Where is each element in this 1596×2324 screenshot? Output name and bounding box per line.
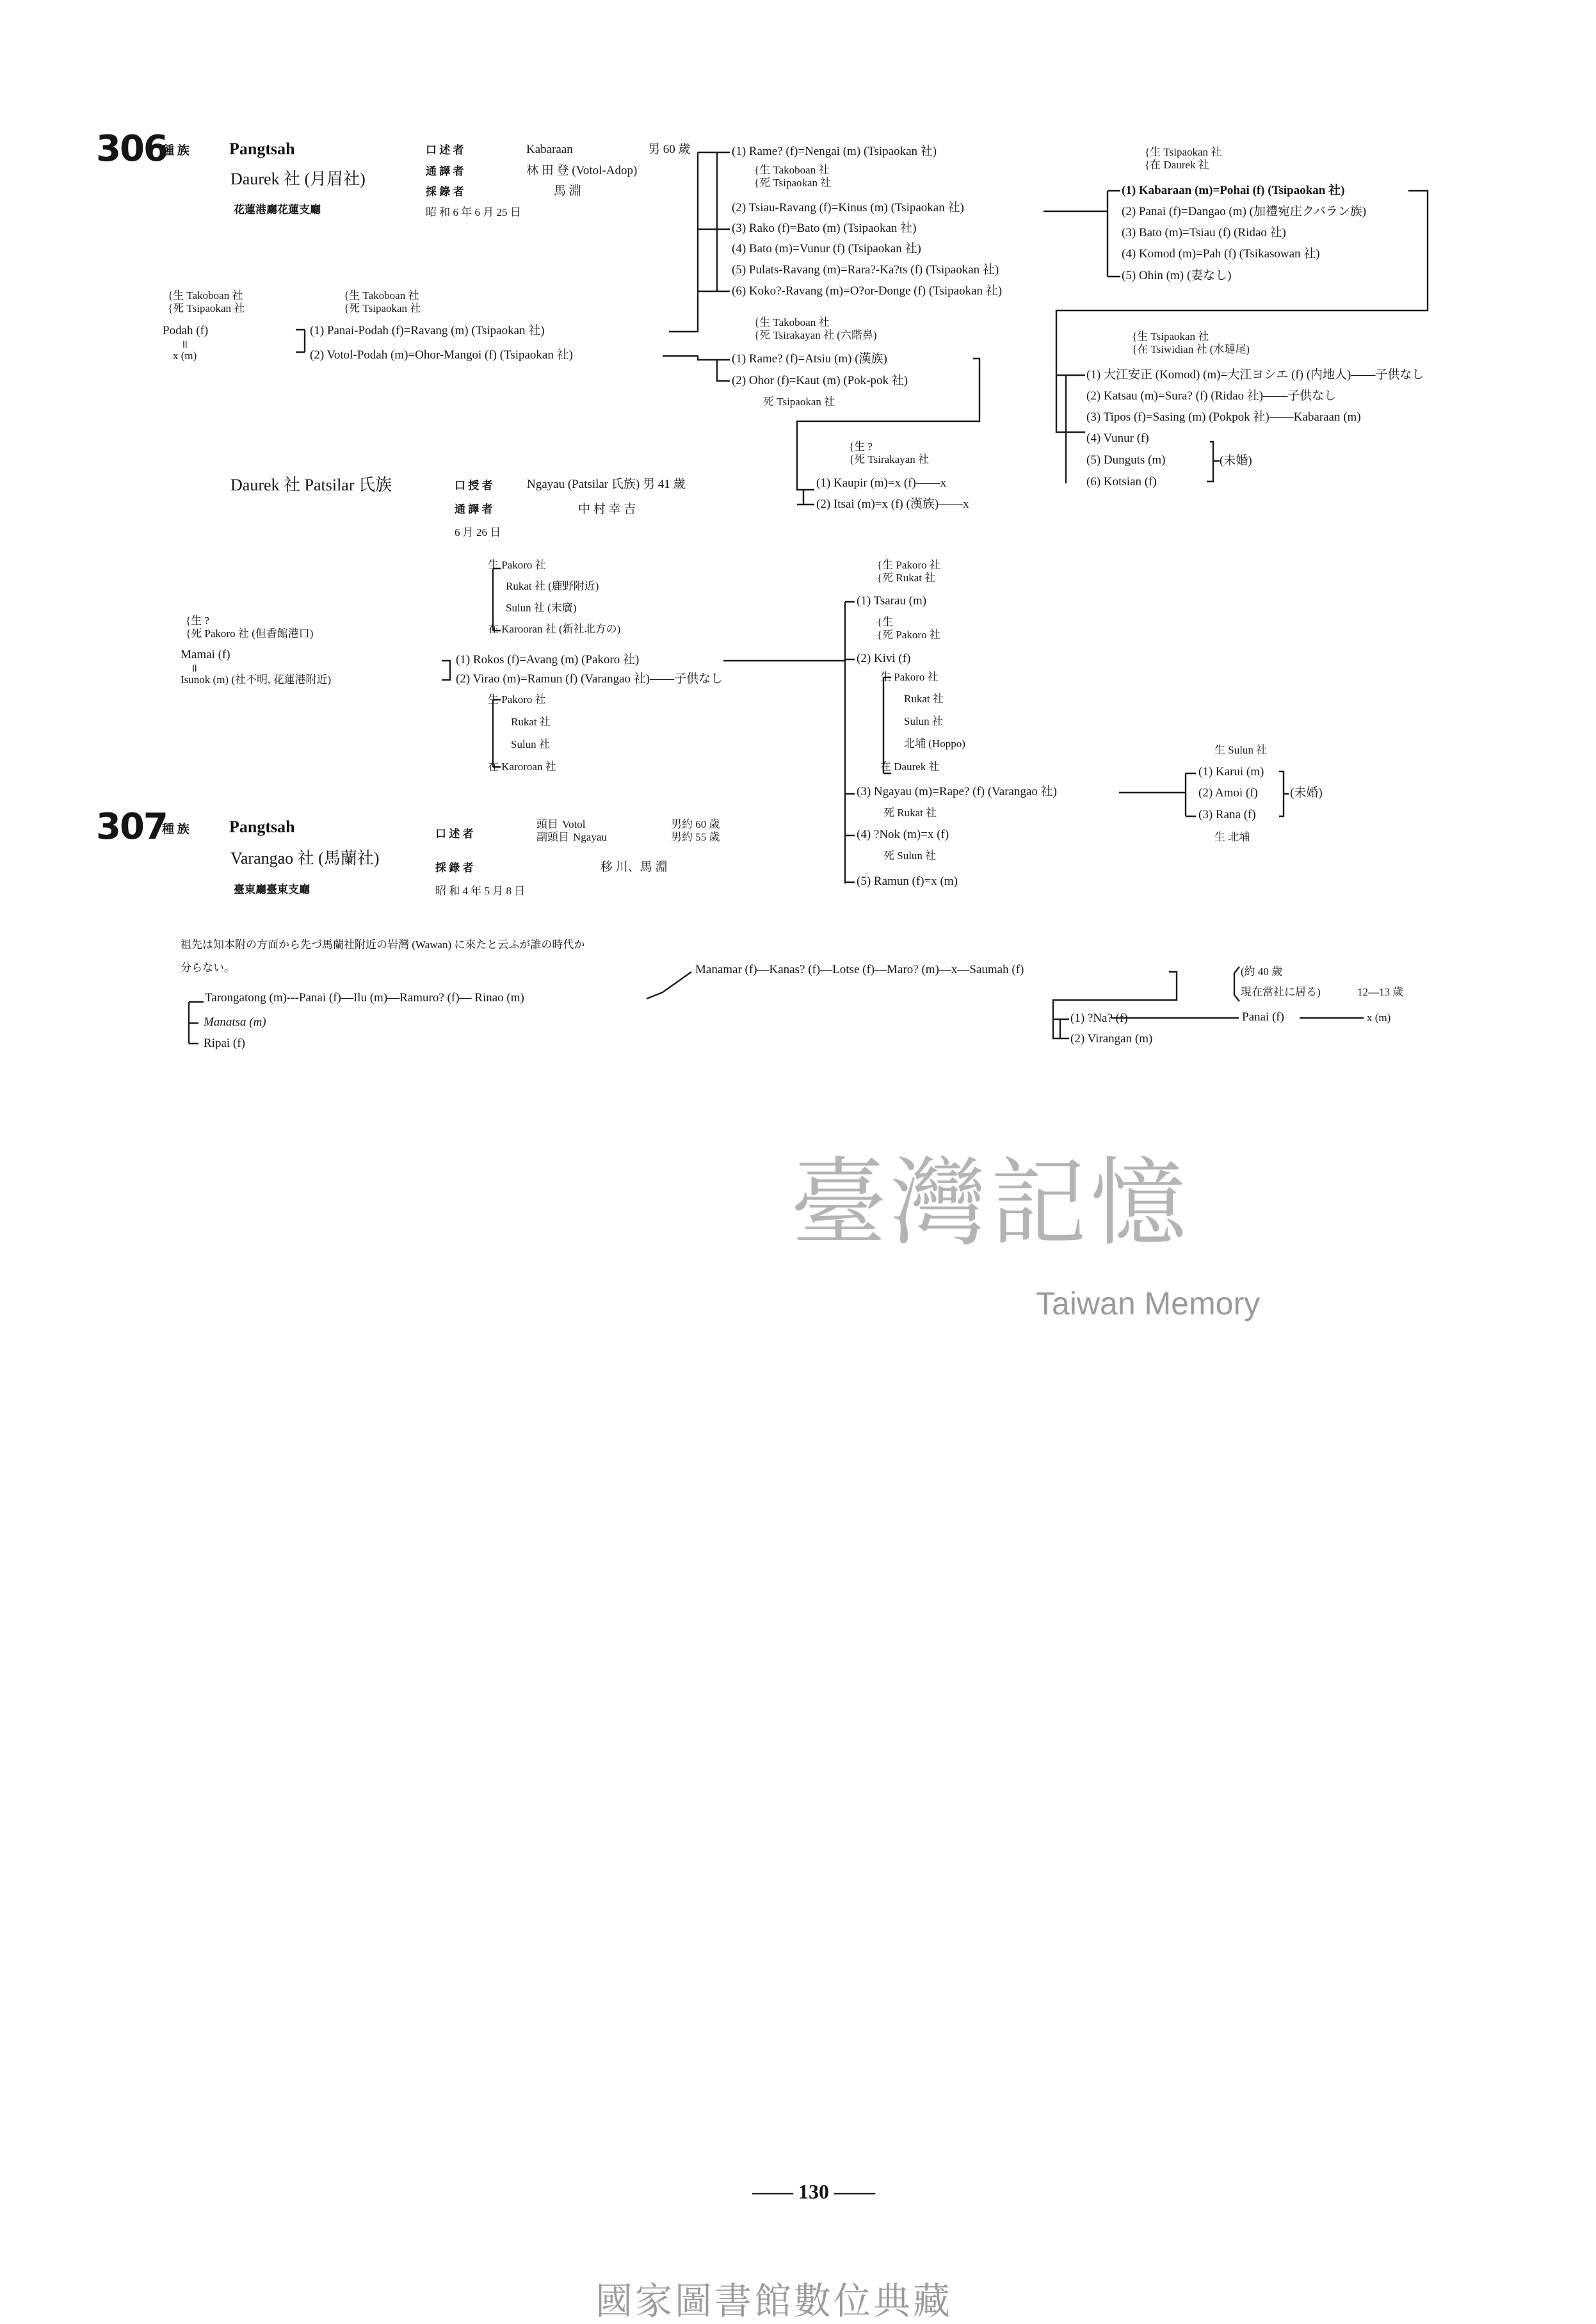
route-step: 在 Karoroan 社 — [488, 761, 556, 773]
patsilar-narrator: Ngayau (Patsilar 氏族) 男 41 歲 — [527, 478, 686, 491]
gen5a-person: (3) Tipos (f)=Sasing (m) (Pokpok 社)——Kabaraan (m) — [1086, 410, 1361, 424]
watermark-text: Taiwan Memory — [1036, 1286, 1261, 1321]
gen5a-person: (4) Vunur (f) — [1086, 432, 1149, 445]
child: (1) ?Na? (f) — [1070, 1012, 1128, 1025]
age-range: 12—13 歲 — [1357, 986, 1404, 998]
gen5a-person: (2) Katsau (m)=Sura? (f) (Ridao 社)——子供なし — [1086, 389, 1337, 403]
gen4a-person: (1) Kabaraan (m)=Pohai (f) (Tsipaokan 社) — [1122, 184, 1345, 197]
gen3-death: 死 Rukat 社 — [883, 807, 937, 819]
gen2-origin: {生 Takoboan 社 {死 Tsipaokan 社 — [344, 289, 421, 314]
gen4-person: (1) Karui (m) — [1198, 765, 1264, 779]
marriage-mark: ॥ — [191, 662, 198, 674]
narrator2-info: 男約 55 歲 — [671, 831, 720, 843]
patsilar-date: 6 月 26 日 — [455, 526, 501, 538]
gen4a-person: (3) Bato (m)=Tsiau (f) (Ridao 社) — [1122, 226, 1286, 239]
child: (2) Virangan (m) — [1070, 1032, 1153, 1045]
patsilar-translator-label: 通 譯 者 — [455, 503, 493, 515]
gen2-person: (1) Panai-Podah (f)=Ravang (m) (Tsipaokan 社) — [310, 324, 545, 337]
gen5a-origin: {生 Tsipaokan 社 {在 Tsiwidian 社 (水璉尾) — [1132, 330, 1250, 355]
tribe-label: 種 族 — [162, 144, 189, 157]
recorder-label: 採 錄 者 — [426, 186, 464, 198]
record-date: 昭 和 4 年 5 月 8 日 — [435, 885, 526, 897]
panai-child: x (m) — [1367, 1012, 1391, 1024]
gen4-place: 生 北埔 — [1214, 831, 1250, 843]
gen4a-person: (2) Panai (f)=Dangao (m) (加禮宛庄クバラン族) — [1122, 205, 1367, 218]
gen4-origin: 生 Sulun 社 — [1214, 744, 1268, 756]
podah-spouse: x (m) — [173, 350, 197, 362]
gen4-person: (2) Amoi (f) — [1198, 786, 1258, 800]
page-number: —— 130 —— — [752, 2180, 875, 2203]
sibling: Manatsa (m) — [204, 1015, 266, 1029]
gen3-origin: {生 Takoboan 社 {死 Tsipaokan 社 — [754, 164, 832, 189]
gen4b-person: (2) Itsai (m)=x (f) (漢族)——x — [816, 497, 969, 511]
route-step: 生 Pakoro 社 — [488, 693, 546, 706]
translator-label: 通 譯 者 — [426, 165, 464, 177]
watermark-logo: 臺灣記憶 — [791, 1148, 1191, 1259]
narrator1-info: 男約 60 歲 — [671, 818, 720, 830]
district-name: 臺東廳臺東支廳 — [234, 884, 310, 896]
gen3-person: (5) Pulats-Ravang (m)=Rara?-Ka?ts (f) (Tsipaokan 社) — [732, 263, 999, 277]
route-step: Rukat 社 — [511, 716, 551, 728]
lineage-line: Tarongatong (m)---Panai (f)—Ilu (m)—Ramuro? (f)— Rinao (m) — [205, 991, 524, 1005]
person-mamai: Mamai (f) — [181, 648, 230, 661]
gen4b-person: (1) Kaupir (m)=x (f)——x — [816, 476, 947, 490]
gen3-person: (4) Bato (m)=Vunur (f) (Tsipaokan 社) — [732, 242, 921, 255]
gen4a-person: (4) Komod (m)=Pah (f) (Tsikasowan 社) — [1122, 247, 1320, 261]
age-note: 現在當社に居る) — [1241, 986, 1321, 998]
route-step: Sulun 社 — [511, 738, 550, 750]
route-step: 在 Daurek 社 — [880, 761, 940, 773]
narrator1-role: 頭目 — [536, 818, 558, 830]
person-podah: Podah (f) — [163, 324, 209, 337]
gen5a-person: (6) Kotsian (f) — [1086, 475, 1157, 488]
gen4b-origin: {生 ? {死 Tsirakayan 社 — [849, 440, 929, 465]
lineage-line: Manamar (f)—Kanas? (f)—Lotse (f)—Maro? (m)—x—Saumah (f) — [695, 963, 1024, 976]
gen3-person: (1) Tsarau (m) — [857, 594, 927, 608]
narrator-info: 男 60 歲 — [648, 143, 691, 156]
gen3-person: (4) ?Nok (m)=x (f) — [857, 828, 949, 841]
route-step: 生 Pakoro 社 — [880, 671, 939, 683]
gen3-origin: {生 {死 Pakoro 社 — [877, 616, 940, 641]
gen3b-death: 死 Tsipaokan 社 — [763, 396, 835, 408]
narrator-label: 口 述 者 — [426, 144, 464, 156]
gen3b-person: (2) Ohor (f)=Kaut (m) (Pok-pok 社) — [732, 374, 908, 387]
translator-name: 林 田 登 (Votol-Adop) — [526, 164, 638, 177]
gen2-person: (2) Votol-Podah (m)=Ohor-Mangoi (f) (Tsipaokan 社) — [310, 348, 573, 362]
route-step: 北埔 (Hoppo) — [904, 738, 965, 750]
village-name: Daurek 社 (月眉社) — [230, 170, 366, 188]
recorder-name: 移 川、馬 淵 — [601, 860, 668, 874]
gen4a-origin: {生 Tsipaokan 社 {在 Daurek 社 — [1145, 146, 1222, 171]
gen3-person: (5) Ramun (f)=x (m) — [857, 875, 958, 888]
sibling: Ripai (f) — [204, 1037, 245, 1050]
recorder-label: 採 錄 者 — [435, 862, 474, 874]
gen3-person: (3) Rako (f)=Bato (m) (Tsipaokan 社) — [732, 222, 917, 235]
village-name: Varangao 社 (馬蘭社) — [230, 849, 380, 867]
gen2-person: (1) Rokos (f)=Avang (m) (Pakoro 社) — [456, 653, 640, 666]
route-step: Sulun 社 (末廣) — [506, 602, 577, 614]
entry-number-306: 306 — [96, 128, 167, 170]
route-step: Sulun 社 — [904, 715, 943, 727]
route-step: 生 Pakoro 社 — [488, 559, 546, 571]
gen3-person: (2) Tsiau-Ravang (f)=Kinus (m) (Tsipaokan 社) — [732, 201, 964, 214]
tribe-name: Pangtsah — [229, 140, 295, 158]
gen3b-origin: {生 Takoboan 社 {死 Tsirakayan 社 (六階鼻) — [754, 316, 877, 341]
marriage-mark: ॥ — [181, 338, 188, 350]
gen3-death: 死 Sulun 社 — [883, 850, 937, 862]
intro-text: 分らない。 — [181, 962, 235, 974]
narrator1-name: Votol — [562, 818, 586, 830]
tribe-label: 種 族 — [162, 823, 189, 836]
narrator2-name: Ngayau — [573, 831, 607, 843]
gen4-person: (3) Rana (f) — [1198, 808, 1256, 821]
unmarried-note: (未婚) — [1290, 786, 1323, 800]
entry-number-307: 307 — [96, 806, 167, 848]
district-name: 花蓮港廳花蓮支廳 — [234, 204, 321, 216]
gen3-person: (3) Ngayau (m)=Rape? (f) (Varangao 社) — [857, 785, 1057, 798]
age-note: (約 40 歲 — [1241, 965, 1283, 978]
unmarried-note: (未婚) — [1220, 454, 1252, 467]
narrator-name: Kabaraan — [526, 143, 573, 156]
person-isunok: Isunok (m) (社不明, 花蓮港附近) — [181, 674, 332, 686]
person-panai: Panai (f) — [1242, 1010, 1284, 1024]
gen3-person: (1) Rame? (f)=Nengai (m) (Tsipaokan 社) — [732, 145, 937, 158]
route-step: Rukat 社 (鹿野附近) — [506, 580, 599, 592]
route-step: 在 Karooran 社 (新社北方の) — [488, 623, 621, 635]
patsilar-village: Daurek 社 Patsilar 氏族 — [230, 476, 392, 494]
route-step: Rukat 社 — [904, 693, 944, 705]
patsilar-translator: 中 村 幸 吉 — [578, 503, 636, 516]
record-date: 昭 和 6 年 6 月 25 日 — [426, 206, 521, 218]
narrator2-role: 副頭目 — [536, 831, 569, 843]
narrator-label: 口 述 者 — [435, 828, 474, 840]
podah-origin: {生 Takoboan 社 {死 Tsipaokan 社 — [168, 289, 245, 314]
gen3-person: (6) Koko?-Ravang (m)=O?or-Donge (f) (Tsipaokan 社) — [732, 284, 1003, 298]
intro-text: 祖先は知本附の方面から先づ馬蘭社附近の岩灣 (Wawan) に來たと云ふが誰の時代か — [181, 939, 585, 951]
patsilar-narrator-label: 口 授 者 — [455, 480, 493, 492]
gen3-person: (2) Kivi (f) — [857, 652, 911, 665]
gen5a-person: (5) Dunguts (m) — [1086, 453, 1166, 467]
gen3b-person: (1) Rame? (f)=Atsiu (m) (漢族) — [732, 352, 887, 366]
gen4a-person: (5) Ohin (m) (妻なし) — [1122, 269, 1232, 282]
gen2-person: (2) Virao (m)=Ramun (f) (Varangao 社)——子供なし — [456, 672, 723, 686]
gen5a-person: (1) 大江安正 (Komod) (m)=大江ヨシエ (f) (内地人)——子供なし — [1086, 368, 1424, 382]
recorder-name: 馬 淵 — [554, 184, 581, 198]
mamai-origin: {生 ? {死 Pakoro 社 (但香館港口) — [186, 615, 314, 640]
footer-text: 國家圖書館數位典藏 — [595, 2279, 953, 2323]
gen3-origin: {生 Pakoro 社 {死 Rukat 社 — [877, 559, 940, 584]
tribe-name: Pangtsah — [229, 818, 295, 836]
